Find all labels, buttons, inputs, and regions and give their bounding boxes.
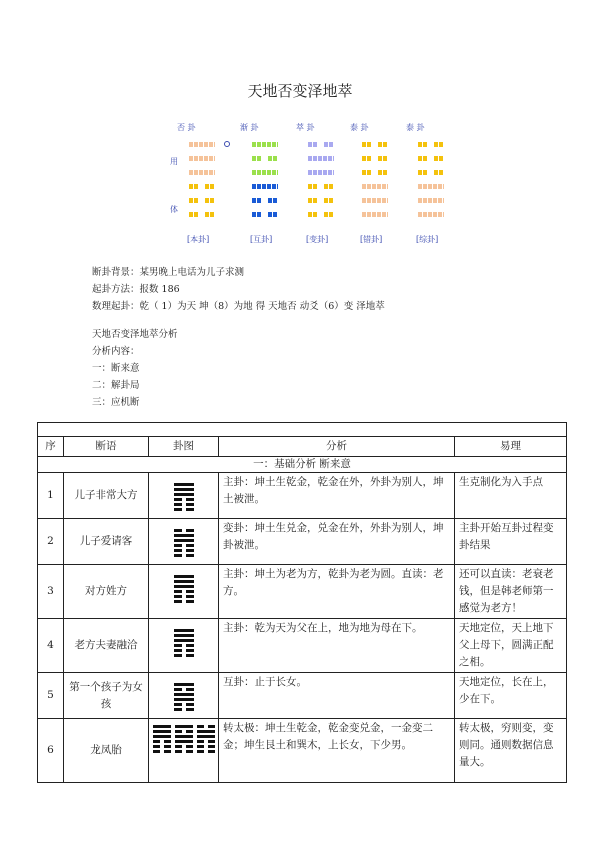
gua-line xyxy=(197,725,204,728)
gua-line xyxy=(153,745,160,748)
table-row xyxy=(38,673,567,719)
gua-line xyxy=(175,750,182,753)
hexagram-line xyxy=(189,198,215,203)
gua-line xyxy=(175,725,193,728)
hexagram-diagram xyxy=(160,122,460,252)
hexagram-line xyxy=(189,156,215,161)
gua-line xyxy=(186,600,194,603)
gua-line xyxy=(174,649,182,652)
header-analysis: 分析 xyxy=(219,437,455,457)
row-seq: 4 xyxy=(38,619,64,673)
row-verdict: 儿子爱请客 xyxy=(64,519,149,565)
gua-line xyxy=(197,745,204,748)
row-verdict: 老方夫妻融洽 xyxy=(64,619,149,673)
hexagram-label-1: [本卦] xyxy=(187,235,210,244)
row-principle: 还可以直读：老衰老钱，但是韩老师第一感觉为老方！ xyxy=(455,565,567,619)
gua-line xyxy=(174,580,194,583)
hexagram-line xyxy=(418,212,444,217)
gua-line xyxy=(186,750,193,753)
gua-line xyxy=(164,750,171,753)
info-background: 断卦背景：某男晚上电话为儿子求测 xyxy=(92,267,245,278)
gua-line xyxy=(174,698,194,701)
gua-line xyxy=(174,590,182,593)
gua-line xyxy=(174,693,194,696)
hexagram-label-2: [互卦] xyxy=(250,235,273,244)
table-header xyxy=(38,437,567,457)
hexagram-line xyxy=(252,212,278,217)
hexagram-line xyxy=(362,142,388,147)
gua-line xyxy=(186,549,194,552)
hexagram-line xyxy=(252,142,278,147)
gua-line xyxy=(175,735,193,738)
hexagram-line xyxy=(308,142,334,147)
gua-line xyxy=(208,740,215,743)
hexagram-line xyxy=(418,198,444,203)
hexagram-line xyxy=(418,142,444,147)
gua-line xyxy=(153,740,160,743)
gua-line xyxy=(186,508,194,511)
hexagram-line xyxy=(189,142,215,147)
gua-line xyxy=(153,725,171,728)
gua-line xyxy=(174,708,182,711)
gua-line xyxy=(208,725,215,728)
hexagram-line xyxy=(308,156,334,161)
gua-line xyxy=(186,708,194,711)
hexagram-line xyxy=(418,170,444,175)
row-analysis: 主卦：坤土生乾金，乾金在外，外卦为别人，坤土被泄。 xyxy=(219,473,455,519)
gua-line xyxy=(186,554,194,557)
row-seq: 1 xyxy=(38,473,64,519)
gua-line xyxy=(186,745,193,748)
yong-label: 用 xyxy=(170,157,178,166)
gua-line xyxy=(175,730,182,733)
row-analysis: 互卦：止于长女。 xyxy=(219,673,455,719)
hexagram-line xyxy=(362,184,388,189)
gua-line xyxy=(174,595,182,598)
hexagram-name-4: 泰 卦 xyxy=(350,123,369,132)
row-analysis: 主卦：坤土为老为方，乾卦为老为圆。直读：老方。 xyxy=(219,565,455,619)
gua-line xyxy=(186,688,194,691)
hexagram-label-5: [综卦] xyxy=(416,235,439,244)
hexagram-name-1: 否 卦 xyxy=(177,123,196,132)
gua-line xyxy=(153,750,160,753)
gua-line xyxy=(175,745,182,748)
gua-line xyxy=(153,735,171,738)
gua-line xyxy=(174,688,182,691)
gua-line xyxy=(174,654,182,657)
hexagram-line xyxy=(308,212,334,217)
row-seq: 5 xyxy=(38,673,64,719)
hexagram-line xyxy=(189,212,215,217)
hexagram-name-2: 渐 卦 xyxy=(240,123,259,132)
row-principle: 天地定位，长在上，少在下。 xyxy=(455,673,567,719)
content-item-2: 二：解卦局 xyxy=(92,380,140,391)
gua-line xyxy=(186,703,194,706)
row-verdict: 第一个孩子为女孩 xyxy=(64,673,149,719)
table-top-blank xyxy=(38,423,567,437)
gua-line xyxy=(174,629,194,632)
row-seq: 2 xyxy=(38,519,64,565)
table-row xyxy=(38,519,567,565)
gua-line xyxy=(197,730,215,733)
row-gua xyxy=(149,473,219,519)
hexagram-label-4: [错卦] xyxy=(360,235,383,244)
hexagram-line xyxy=(418,156,444,161)
hexagram-name-5: 泰 卦 xyxy=(406,123,425,132)
section-title: 一：基础分析 断来意 xyxy=(38,457,567,473)
gua-line xyxy=(174,600,182,603)
gua-line xyxy=(197,740,204,743)
gua-line xyxy=(186,529,194,532)
gua-line xyxy=(186,730,193,733)
table-row xyxy=(38,719,567,783)
gua-line xyxy=(174,539,194,542)
row-principle: 天地定位，天上地下父上母下，圆满正配之相。 xyxy=(455,619,567,673)
page-title: 天地否变泽地萃 xyxy=(247,82,353,100)
gua-line xyxy=(174,488,194,491)
gua-line xyxy=(186,503,194,506)
gua-line xyxy=(197,750,204,753)
gua-line xyxy=(186,590,194,593)
gua-line xyxy=(174,639,194,642)
gua-line xyxy=(174,549,182,552)
row-principle: 转太极，穷则变，变则同。通则数据信息量大。 xyxy=(455,719,567,783)
header-principle: 易理 xyxy=(455,437,567,457)
row-analysis: 变卦：坤土生兑金，兑金在外，外卦为别人，坤卦被泄。 xyxy=(219,519,455,565)
hexagram-line xyxy=(252,198,278,203)
gua-line xyxy=(174,585,194,588)
gua-line xyxy=(186,649,194,652)
gua-line xyxy=(174,575,194,578)
gua-line xyxy=(208,750,215,753)
gua-line xyxy=(186,595,194,598)
row-verdict: 儿子非常大方 xyxy=(64,473,149,519)
row-gua xyxy=(149,673,219,719)
hexagram-line xyxy=(308,170,334,175)
hexagram-line xyxy=(189,184,215,189)
gua-line xyxy=(164,740,171,743)
row-verdict: 龙凤胎 xyxy=(64,719,149,783)
ti-label: 体 xyxy=(170,205,178,214)
hexagram-line xyxy=(418,184,444,189)
gua-line xyxy=(197,735,215,738)
hexagram-line xyxy=(362,156,388,161)
row-analysis: 转太极：坤土生乾金，乾金变兑金，一金变二金；坤生艮土和巽木，上长女，下少男。 xyxy=(219,719,455,783)
gua-line xyxy=(175,740,193,743)
header-verdict: 断语 xyxy=(64,437,149,457)
row-gua xyxy=(149,619,219,673)
hexagram-line xyxy=(252,184,278,189)
gua-line xyxy=(208,745,215,748)
gua-line xyxy=(174,683,194,686)
hexagram-line xyxy=(362,170,388,175)
hexagram-line xyxy=(308,198,334,203)
gua-line xyxy=(174,644,182,647)
table-row xyxy=(38,619,567,673)
gua-line xyxy=(174,483,194,486)
hexagram-line xyxy=(189,170,215,175)
analysis-title: 天地否变泽地萃分析 xyxy=(92,329,178,340)
row-seq: 6 xyxy=(38,719,64,783)
gua-line xyxy=(174,529,182,532)
gua-line xyxy=(174,703,182,706)
table-row xyxy=(38,473,567,519)
table-row xyxy=(38,565,567,619)
header-gua: 卦图 xyxy=(149,437,219,457)
gua-line xyxy=(174,554,182,557)
hexagram-line xyxy=(252,156,278,161)
gua-line xyxy=(174,503,182,506)
analysis-table xyxy=(37,422,567,783)
row-principle: 生克制化为入手点 xyxy=(455,473,567,519)
hexagram-line xyxy=(252,170,278,175)
hexagram-name-3: 萃 卦 xyxy=(296,123,315,132)
gua-line xyxy=(186,544,194,547)
gua-line xyxy=(174,508,182,511)
info-method: 起卦方法：报数 186 xyxy=(92,284,180,295)
header-seq: 序 xyxy=(38,437,64,457)
row-analysis: 主卦：乾为天为父在上，地为地为母在下。 xyxy=(219,619,455,673)
info-calc: 数理起卦：乾（ 1）为天 坤（8）为地 得 天地否 动爻（6）变 泽地萃 xyxy=(92,301,385,312)
gua-line xyxy=(174,544,182,547)
row-gua xyxy=(149,565,219,619)
content-label: 分析内容： xyxy=(92,346,140,357)
gua-line xyxy=(186,654,194,657)
row-principle: 主卦开始互卦过程变卦结果 xyxy=(455,519,567,565)
gua-line xyxy=(174,493,194,496)
gua-line xyxy=(164,745,171,748)
gua-line xyxy=(186,498,194,501)
hexagram-label-3: [变卦] xyxy=(306,235,329,244)
content-item-3: 三：应机断 xyxy=(92,397,140,408)
gua-line xyxy=(174,498,182,501)
row-seq: 3 xyxy=(38,565,64,619)
row-gua xyxy=(149,519,219,565)
gua-line xyxy=(174,634,194,637)
moving-line-circle-icon xyxy=(224,141,230,147)
hexagram-line xyxy=(362,198,388,203)
row-verdict: 对方姓方 xyxy=(64,565,149,619)
row-gua xyxy=(149,719,219,783)
hexagram-line xyxy=(362,212,388,217)
gua-line xyxy=(174,534,194,537)
content-item-1: 一：断来意 xyxy=(92,363,140,374)
hexagram-line xyxy=(308,184,334,189)
gua-line xyxy=(186,644,194,647)
gua-line xyxy=(153,730,171,733)
